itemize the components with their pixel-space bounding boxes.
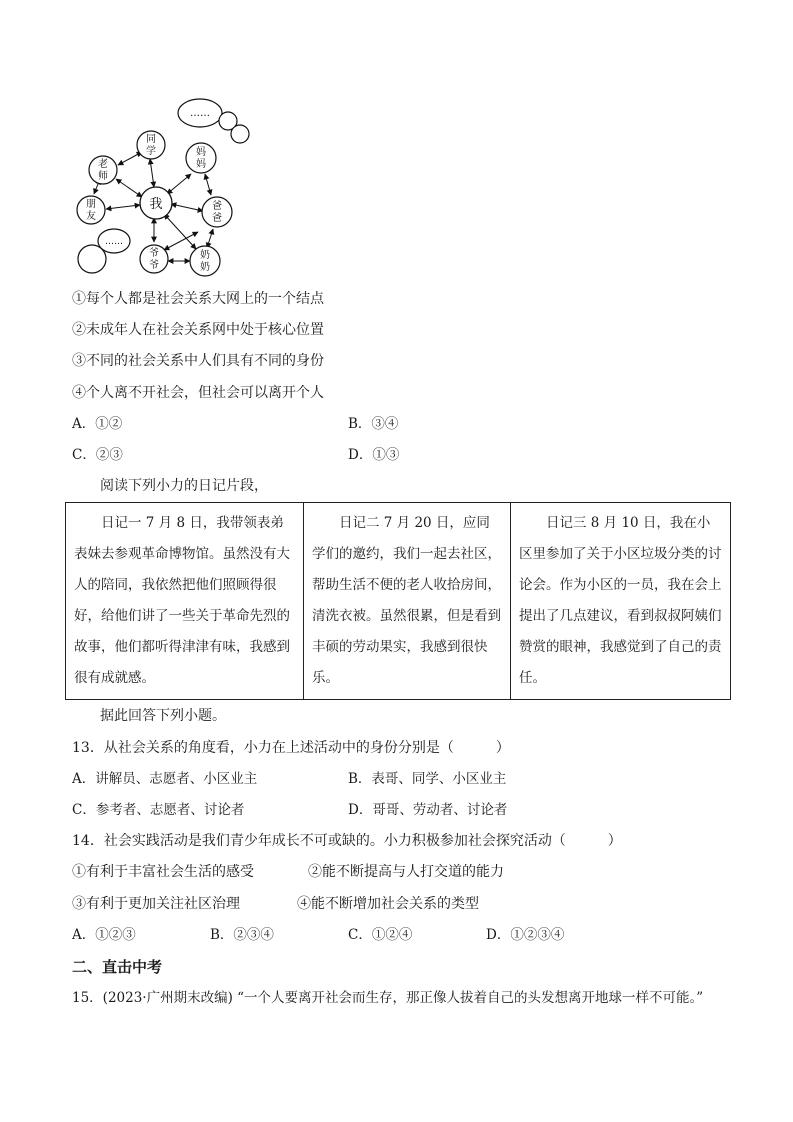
node-yeye xyxy=(140,245,168,273)
svg-text:妈: 妈 xyxy=(196,159,206,170)
q14-option-a[interactable]: A．①②③ xyxy=(72,927,136,943)
small-circle xyxy=(231,125,249,143)
svg-text:我: 我 xyxy=(149,197,163,212)
q14-statement-3: ③有利于更加关注社区治理 xyxy=(72,896,240,912)
q14-statement-4: ④能不断增加社会关系的类型 xyxy=(297,896,479,912)
q14-option-d[interactable]: D．①②③④ xyxy=(486,927,565,943)
svg-text:奶: 奶 xyxy=(200,262,210,273)
q12-option-d[interactable]: D．①③ xyxy=(348,447,400,463)
statement-3: ③不同的社会关系中人们具有不同的身份 xyxy=(72,353,324,369)
node-nainai xyxy=(190,246,220,276)
diary-entry-1: 日记一 7 月 8 日，我带领表弟表妹去参观革命博物馆。虽然没有大人的陪同，我依然把他们照顾得很好，给他们讲了一些关于革命先烈的故事，他们都听得津津有味，我感到很有成就感。 xyxy=(66,503,304,700)
q14-statement-2: ②能不断提高与人打交道的能力 xyxy=(308,864,504,880)
statement-4: ④个人离不开社会，但社会可以离开个人 xyxy=(72,385,324,401)
q13-option-b[interactable]: B．表哥、同学、小区业主 xyxy=(348,771,507,787)
node-pengyou xyxy=(77,196,105,224)
q14-statement-1: ①有利于丰富社会生活的感受 xyxy=(72,864,254,880)
social-relations-diagram xyxy=(70,95,260,280)
svg-text:老: 老 xyxy=(98,159,108,170)
diary-entry-2: 日记二 7 月 20 日，应同学们的邀约，我们一起去社区，帮助生活不便的老人收拾房间，清洗衣被。虽然很累，但是看到丰硕的劳动果实，我感到很快乐。 xyxy=(304,503,511,700)
node-laoshi xyxy=(89,156,117,184)
statement-1: ①每个人都是社会关系大网上的一个结点 xyxy=(72,291,324,307)
ellipsis-top: …… xyxy=(190,108,210,119)
statement-2: ②未成年人在社会关系网中处于核心位置 xyxy=(72,322,324,338)
node-baba xyxy=(202,197,232,227)
svg-text:妈: 妈 xyxy=(196,147,206,158)
svg-text:朋: 朋 xyxy=(86,199,96,210)
q13-stem: 13．从社会关系的角度看，小力在上述活动中的身份分别是（ ） xyxy=(72,740,510,756)
q14-option-b[interactable]: B．②③④ xyxy=(210,927,274,943)
q13-option-d[interactable]: D．哥哥、劳动者、讨论者 xyxy=(348,802,508,818)
q13-option-a[interactable]: A．讲解员、志愿者、小区业主 xyxy=(72,771,258,787)
node-tongxue xyxy=(137,131,165,159)
q12-option-b[interactable]: B．③④ xyxy=(348,416,399,432)
node-wo xyxy=(140,187,172,219)
q15-stem: 15．(2023·广州期末改编) “一个人要离开社会而生存，那正像人拔着自己的头发想离开地球一样不可能。” xyxy=(72,990,704,1006)
svg-text:爸: 爸 xyxy=(212,201,222,212)
svg-text:爷: 爷 xyxy=(149,248,159,259)
diary-table xyxy=(65,502,731,700)
svg-text:爸: 爸 xyxy=(212,213,222,224)
svg-text:友: 友 xyxy=(86,211,96,222)
q14-option-c[interactable]: C．①②④ xyxy=(348,927,413,943)
diary-entry-3: 日记三 8 月 10 日，我在小区里参加了关于小区垃圾分类的讨论会。作为小区的一员，我在会上提出了几点建议，看到叔叔阿姨们赞赏的眼神，我感觉到了自己的责任。 xyxy=(511,503,731,700)
svg-text:学: 学 xyxy=(146,146,156,157)
q13-option-c[interactable]: C．参考者、志愿者、讨论者 xyxy=(72,802,245,818)
ellipsis-bottom: …… xyxy=(105,237,123,247)
q14-stem: 14．社会实践活动是我们青少年成长不可或缺的。小力积极参加社会探究活动（ ） xyxy=(72,833,622,849)
blank-circle xyxy=(78,245,106,273)
section-heading: 二、直击中考 xyxy=(72,958,163,976)
q12-option-c[interactable]: C．②③ xyxy=(72,447,123,463)
svg-text:师: 师 xyxy=(98,171,108,182)
svg-text:奶: 奶 xyxy=(200,250,210,261)
diary-intro: 阅读下列小力的日记片段， xyxy=(100,478,268,494)
q12-option-a[interactable]: A．①② xyxy=(72,416,123,432)
svg-text:同: 同 xyxy=(146,134,156,145)
node-mama xyxy=(186,143,216,173)
answer-prompt: 据此回答下列小题。 xyxy=(100,708,226,724)
svg-text:爷: 爷 xyxy=(149,260,159,271)
